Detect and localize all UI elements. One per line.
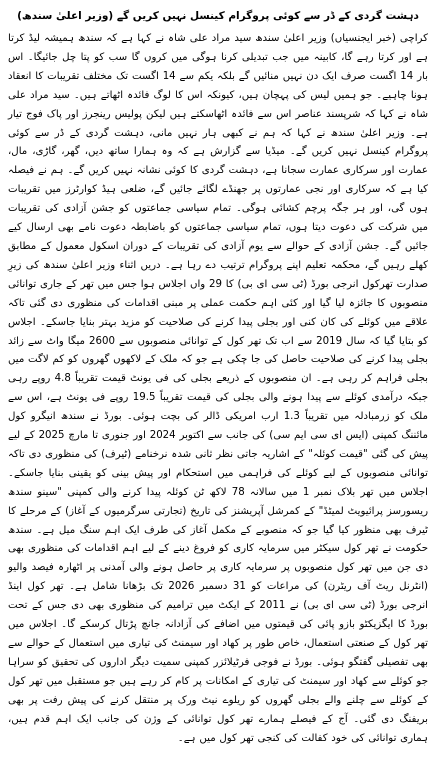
article-headline: دہشت گردی کے ڈر سے کوئی پروگرام کینسل نہیں کریں گے (وزیر اعلیٰ سندھ) [17,10,419,22]
article-paragraph: کراچی (خبر ایجنسیاں) وزیر اعلیٰ سندھ سید مراد علی شاہ نے کہا ہے کہ سندھ ہمیشہ لیڈ کرتا ہے اور کرتا رہے گا، کابینہ میں جب تبدیلی کرنا ہوگی میں کروں گا سب کو پتا چل جائیگا۔ اس بار 14 اگست صرف ایک دن نہیں منائیں گے بلکہ یکم سے 14 اگست تک مختلف تقریبات کا انعقاد ہونا چاہیے۔ جو ہمیں لیس کی پہچان ہیں، کیونکہ اس کا لوگ فائدہ اٹھاتے ہیں۔ سید مراد علی شاہ نے کہا کہ شرپسند عناصر اس سے فائدہ اٹھاسکتے ہیں لیکن پولیس رینجرز اور پاک فوج تیار ہے۔ وزیر اعلیٰ سندھ نے کہا کہ ہم نے کبھی ہار نہیں مانی، دہشت گردی کے ڈر سے کوئی پروگرام کینسل نہیں کریں گے۔ میڈیا سے گزارش ہے کہ وہ ہمارا ساتھ دیں، گھر، گاڑی، مال، عمارت اور سرکاری عمارت سجانا ہے، دہشت گردی کا کوئی نشانہ نہیں کریں گے۔ ہم نے فیصلہ کیا ہے کہ سرکاری اور نجی عمارتوں پر جھنڈے لگائے جائیں گے، ضلعی ہیڈ کوارٹرز میں تقریبات ہوں گی، اور ہر جگہ پرچم کشائی ہوگی۔ تمام سیاسی جماعتوں کو جشن آزادی کی تقریبات میں شرکت کی دعوت دیتا ہوں، تمام سیاسی جماعتوں کو باضابطہ دعوت نامے بھی ارسال کیے جائیں گے۔ جشن آزادی کے حوالے سے یوم آزادی کی تقریبات کے دوران اسکول معمول کے مطابق کھلے رہیں گے، محکمہ تعلیم اپنے پروگرام ترتیب دے رہا ہے۔ دریں اثناء وزیر اعلیٰ سندھ کی زیرِ صدارت تھرکول انرجی بورڈ (ٹی سی ای بی) کا 29 واں اجلاس ہوا جس میں تھر کے جاری توانائی منصوبوں کا جائزہ لیا گیا اور کئی اہم حکمت عملی پر مبنی اقدامات کی منظوری دی گئی تاکہ علاقے میں کوئلے کی کان کنی اور بجلی پیدا کرنے کی صلاحیت کو مزید بہتر بنایا جاسکے۔ اجلاس کو بتایا گیا کہ سال 2019 سے اب تک تھر کول کے توانائی منصوبوں سے 2600 میگا واٹ سے زائد بجلی پیدا کرنے کی صلاحیت حاصل کی جا چکی ہے جو کہ ملک کے لاکھوں گھروں کو کم لاگت میں بجلی فراہم کر رہی ہے۔ ان منصوبوں کے ذریعے بجلی کی فی یونٹ قیمت تقریباً 4.8 روپے رہی جبکہ درآمدی کوئلے سے پیدا ہونے والی بجلی کی قیمت تقریباً 19.5 روپے فی یونٹ ہے، اس سے ملک کو زرمبادلہ میں تقریباً 1.3 ارب امریکی ڈالر کی بچت ہوئی۔ بورڈ نے سندھ انیگرو کول مائننگ کمپنی (ایس ای سی ایم سی) کی جانب سے اکتوبر 2024 اور جنوری تا مارچ 2025 کے لیے پیش کی گئی "قیمت کوئلہ" کے اشاریہ جاتی نظر ثانی شدہ نرخنامے (ٹیرف) کی منظوری دی تاکہ توانائی منصوبوں کے لیے کوئلے کی فراہمی میں استحکام اور پیش بینی کو یقینی بنایا جاسکے۔ اجلاس میں تھر بلاک نمبر 1 میں سالانہ 78 لاکھ ٹن کوئلہ پیدا کرنے والی کمپنی "سینو سندھ ریسورسز پرائیویٹ لمیٹڈ" کے کمرشل آپریشنز کی تاریخ (تجارتی سرگرمیوں کے آغاز) کے مرحلے کا ٹیرف بھی منظور کیا گیا جو کہ منصوبے کے مکمل آغاز کی طرف ایک اہم سنگ میل ہے۔ سندھ حکومت نے تھر کول سیکٹر میں سرمایہ کاری کو فروغ دینے کے لیے اہم اقدامات کی منظوری بھی دی جن میں تھر کول منصوبوں پر سرمایہ کاری پر حاصل ہونے والی آمدنی پر اٹھارہ فیصد والیو (انٹرنل ریٹ آف ریٹرن) کی مراعات کو 31 دسمبر 2026 تک بڑھانا شامل ہے۔ تھر کول اینڈ انرجی بورڈ (ٹی سی ای بی) نے 2011 کے ایکٹ میں ترامیم کی منظوری بھی دی جس کے تحت بورڈ کا ایگزیکٹو بازو پائی کی قیمتوں میں اضافے کی آزادانہ جانچ پڑتال کرسکے گا۔ اجلاس میں تھر کول کے صنعتی استعمال، خاص طور پر کھاد اور سیمنٹ کی تیاری میں استعمال کے حوالے سے بھی تفصیلی گفتگو ہوئی۔ بورڈ نے فوجی فرٹیلائزر کمپنی سمیت دیگر اداروں کی تحقیق کو سراہا جو کوئلے سے کھاد اور سیمنٹ کی تیاری کے امکانات پر کام کر رہے ہیں جو مستقبل میں تھر کول کے کوئلے سے چلنے والے بجلی گھروں کو ریلوے نیٹ ورک پر منتقل کرنے کی پیش رفت پر بھی بریفنگ دی گئی۔ آج کے فیصلے ہمارے تھر کول توانائی کے وژن کی جانب ایک اہم قدم ہیں، ہماری توانائی کی خود کفالت کی کنجی تھر کول میں ہے۔ [8,33,429,744]
article-body [8,30,428,748]
